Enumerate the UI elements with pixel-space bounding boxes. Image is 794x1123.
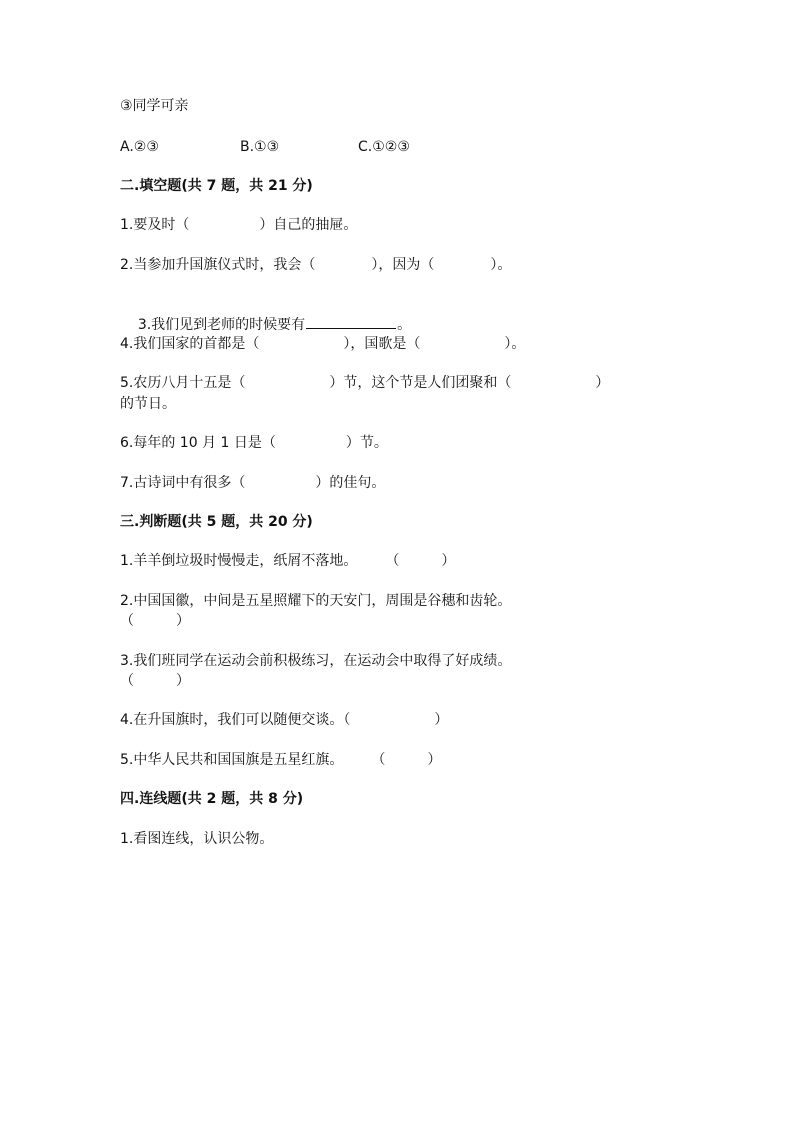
fill-question-7: 7.古诗词中有很多（ ）的佳句。 xyxy=(120,475,386,491)
judge-question-1: 1.羊羊倒垃圾时慢慢走，纸屑不落地。 （ ） xyxy=(120,553,456,569)
section-heading-fill-blank: 二.填空题(共 7 题，共 21 分) xyxy=(120,178,313,194)
choice-c: C.①②③ xyxy=(358,139,410,155)
fill-question-1: 1.要及时（ ）自己的抽屉。 xyxy=(120,217,358,233)
judge-question-4: 4.在升国旗时，我们可以随便交谈。（ ） xyxy=(120,712,449,728)
section-heading-matching: 四.连线题(共 2 题，共 8 分) xyxy=(120,791,304,807)
judge-question-3: 3.我们班同学在运动会前积极练习，在运动会中取得了好成绩。 xyxy=(120,653,512,669)
fill-question-3-text: 3.我们见到老师的时候要有 xyxy=(137,317,306,333)
matching-question-1: 1.看图连线，认识公物。 xyxy=(120,831,274,847)
judge-question-2: 2.中国国徽，中间是五星照耀下的天安门，周围是谷穗和齿轮。 xyxy=(120,593,512,609)
fill-question-6: 6.每年的 10 月 1 日是（ ）节。 xyxy=(120,435,388,451)
fill-question-4: 4.我们国家的首都是（ ），国歌是（ ）。 xyxy=(120,336,526,352)
fill-question-2: 2.当参加升国旗仪式时，我会（ ），因为（ ）。 xyxy=(120,257,512,273)
choice-b: B.①③ xyxy=(240,139,280,155)
fill-question-5: 5.农历八月十五是（ ）节，这个节是人们团聚和（ ） xyxy=(120,375,610,391)
fill-question-3-end: 。 xyxy=(397,317,412,333)
fill-question-5-continued: 的节日。 xyxy=(120,396,176,412)
answer-blank-line xyxy=(306,314,396,329)
choice-a: A.②③ xyxy=(120,139,159,155)
option-item-3: ③同学可亲 xyxy=(120,98,189,114)
judge-question-2-bracket: （ ） xyxy=(120,613,190,629)
section-heading-true-false: 三.判断题(共 5 题，共 20 分) xyxy=(120,514,313,530)
judge-question-5: 5.中华人民共和国国旗是五星红旗。 （ ） xyxy=(120,752,442,768)
judge-question-3-bracket: （ ） xyxy=(120,673,190,689)
